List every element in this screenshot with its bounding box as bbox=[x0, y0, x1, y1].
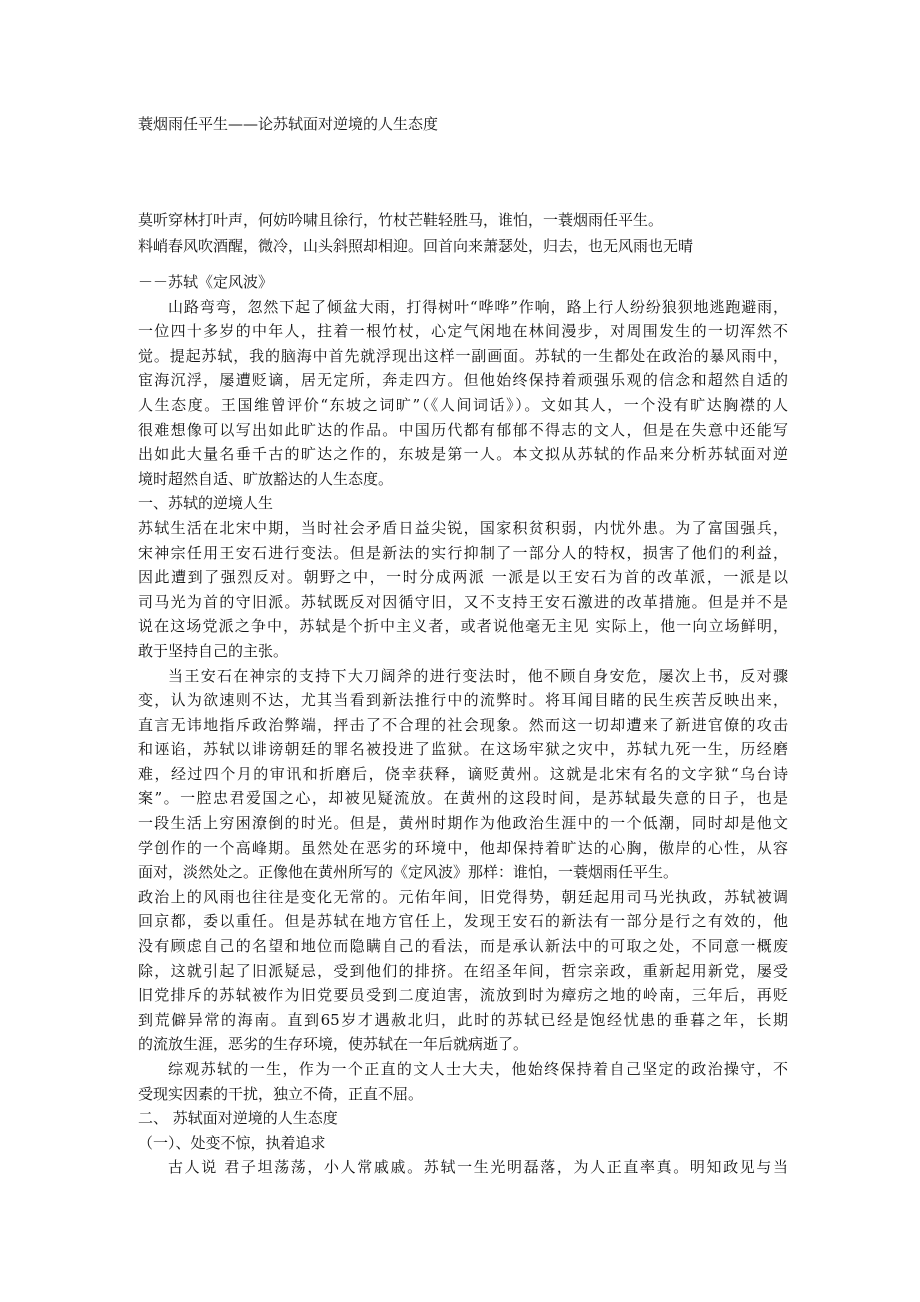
poem-line: 莫听穿林打叶声，何妨吟啸且徐行，竹杖芒鞋轻胜马，谁怕，一蓑烟雨任平生。 bbox=[138, 211, 664, 229]
body-line: 古人说 君子坦荡荡，小人常戚戚。苏轼一生光明磊落，为人正直率真。明知政见与当 bbox=[168, 1158, 788, 1177]
poem-attribution: －－苏轼《定风波》 bbox=[138, 273, 274, 291]
body-line: 说在这场党派之争中，苏轼是个折中主义者，或者说他毫无主见 实际上，他一向立场鲜明， bbox=[138, 617, 788, 636]
body-line: 除，这就引起了旧派疑忌，受到他们的排挤。在绍圣年间，哲宗亲政，重新起用新党，屡受 bbox=[138, 961, 788, 980]
poem-line: 料峭春风吹酒醒，微冷，山头斜照却相迎。回首向来萧瑟处，归去，也无风雨也无晴 bbox=[138, 237, 694, 255]
body-line: 旧党排斥的苏轼被作为旧党要员受到二度迫害，流放到时为瘴疠之地的岭南，三年后，再贬 bbox=[138, 986, 788, 1005]
body-line: 一位四十多岁的中年人，拄着一根竹杖，心定气闲地在林间漫步，对周围发生的一切浑然不 bbox=[138, 322, 788, 341]
body-line: 受现实因素的干扰，独立不倚，正直不屈。 bbox=[138, 1084, 424, 1103]
section-heading: 一、苏轼的逆境人生 bbox=[138, 494, 274, 513]
body-line: 面对，淡然处之。正像他在黄州所写的《定风波》那样：谁怕，一蓑烟雨任平生。 bbox=[138, 863, 679, 882]
body-line: 因此遭到了强烈反对。朝野之中，一时分成两派 一派是以王安石为首的改革派，一派是以 bbox=[138, 568, 788, 587]
body-line: 人生态度。王国维曾评价“东坡之词旷”（《人间词话》）。文如其人，一个没有旷达胸襟的人 bbox=[138, 395, 788, 414]
body-line: 宋神宗任用王安石进行变法。但是新法的实行抑制了一部分人的特权，损害了他们的利益， bbox=[138, 543, 788, 562]
poem bbox=[138, 207, 798, 259]
body-line: 当王安石在神宗的支持下大刀阔斧的进行变法时，他不顾自身安危，屡次上书，反对骤 bbox=[168, 666, 788, 685]
body-line: 学创作的一个高峰期。虽然处在恶劣的环境中，他却保持着旷达的心胸，傲岸的心性，从容 bbox=[138, 838, 788, 857]
body-line: 山路弯弯，忽然下起了倾盆大雨，打得树叶“哗哗”作响，路上行人纷纷狼狈地逃跑避雨， bbox=[168, 297, 788, 316]
body-line: 宦海沉浮，屡遭贬谪，居无定所，奔走四方。但他始终保持着顽强乐观的信念和超然自适的 bbox=[138, 371, 788, 390]
body-line: 综观苏轼的一生，作为一个正直的文人士大夫，他始终保持着自己坚定的政治操守，不 bbox=[168, 1060, 788, 1078]
body-line: 出如此大量名垂千古的旷达之作的，东坡是第一人。本文拟从苏轼的作品来分析苏轼面对逆 bbox=[138, 445, 788, 464]
section-heading: 二、 苏轼面对逆境的人生态度 bbox=[138, 1109, 338, 1128]
body-line: 苏轼生活在北宋中期，当时社会矛盾日益尖锐，国家积贫积弱，内忧外患。为了富国强兵， bbox=[138, 518, 788, 537]
body-line: 到荒僻异常的海南。直到65岁才遇赦北归，此时的苏轼已经是饱经忧患的垂暮之年，长期 bbox=[138, 1010, 788, 1029]
article-body bbox=[138, 270, 788, 1180]
body-line: 敢于坚持自己的主张。 bbox=[138, 641, 289, 660]
body-line: 觉。提起苏轼，我的脑海中首先就浮现出这样一副画面。苏轼的一生都处在政治的暴风雨中， bbox=[138, 346, 788, 365]
body-line: 直言无讳地指斥政治弊端，抨击了不合理的社会现象。然而这一切却遭来了新进官僚的攻击 bbox=[138, 715, 788, 734]
body-line: 一段生活上穷困潦倒的时光。但是，黄州时期作为他政治生涯中的一个低潮，同时却是他文 bbox=[138, 814, 788, 833]
body-line: 政治上的风雨也往往是变化无常的。元佑年间，旧党得势，朝廷起用司马光执政，苏轼被调 bbox=[138, 887, 788, 906]
body-line: 司马光为首的守旧派。苏轼既反对因循守旧，又不支持王安石激进的改革措施。但是并不是 bbox=[138, 592, 788, 611]
subsection-heading: （一）、处变不惊，执着追求 bbox=[138, 1133, 326, 1152]
body-line: 和诬谄，苏轼以诽谤朝廷的罪名被投进了监狱。在这场牢狱之灾中，苏轼九死一生，历经磨 bbox=[138, 740, 788, 759]
body-line: 没有顾虑自己的名望和地位而隐瞒自己的看法，而是承认新法中的可取之处，不同意一概废 bbox=[138, 937, 788, 956]
body-line: 变，认为欲速则不达，尤其当看到新法推行中的流弊时。将耳闻目睹的民生疾苦反映出来， bbox=[138, 691, 788, 710]
body-line: 境时超然自适、旷放豁达的人生态度。 bbox=[138, 469, 394, 488]
body-line: 回京都，委以重任。但是苏轼在地方官任上，发现王安石的新法有一部分是行之有效的，他 bbox=[138, 912, 788, 931]
body-line: 很难想像可以写出如此旷达的作品。中国历代都有郁郁不得志的文人，但是在失意中还能写 bbox=[138, 420, 788, 439]
body-line: 案”。一腔忠君爱国之心，却被见疑流放。在黄州的这段时间，是苏轼最失意的日子，也是 bbox=[138, 789, 788, 808]
body-line: 的流放生涯，恶劣的生存环境，使苏轼在一年后就病逝了。 bbox=[138, 1035, 529, 1054]
document-title: 蓑烟雨任平生——论苏轼面对逆境的人生态度 bbox=[138, 115, 439, 133]
body-line: 难，经过四个月的审讯和折磨后，侥幸获释，谪贬黄州。这就是北宋有名的文字狱“乌台诗 bbox=[138, 764, 788, 783]
